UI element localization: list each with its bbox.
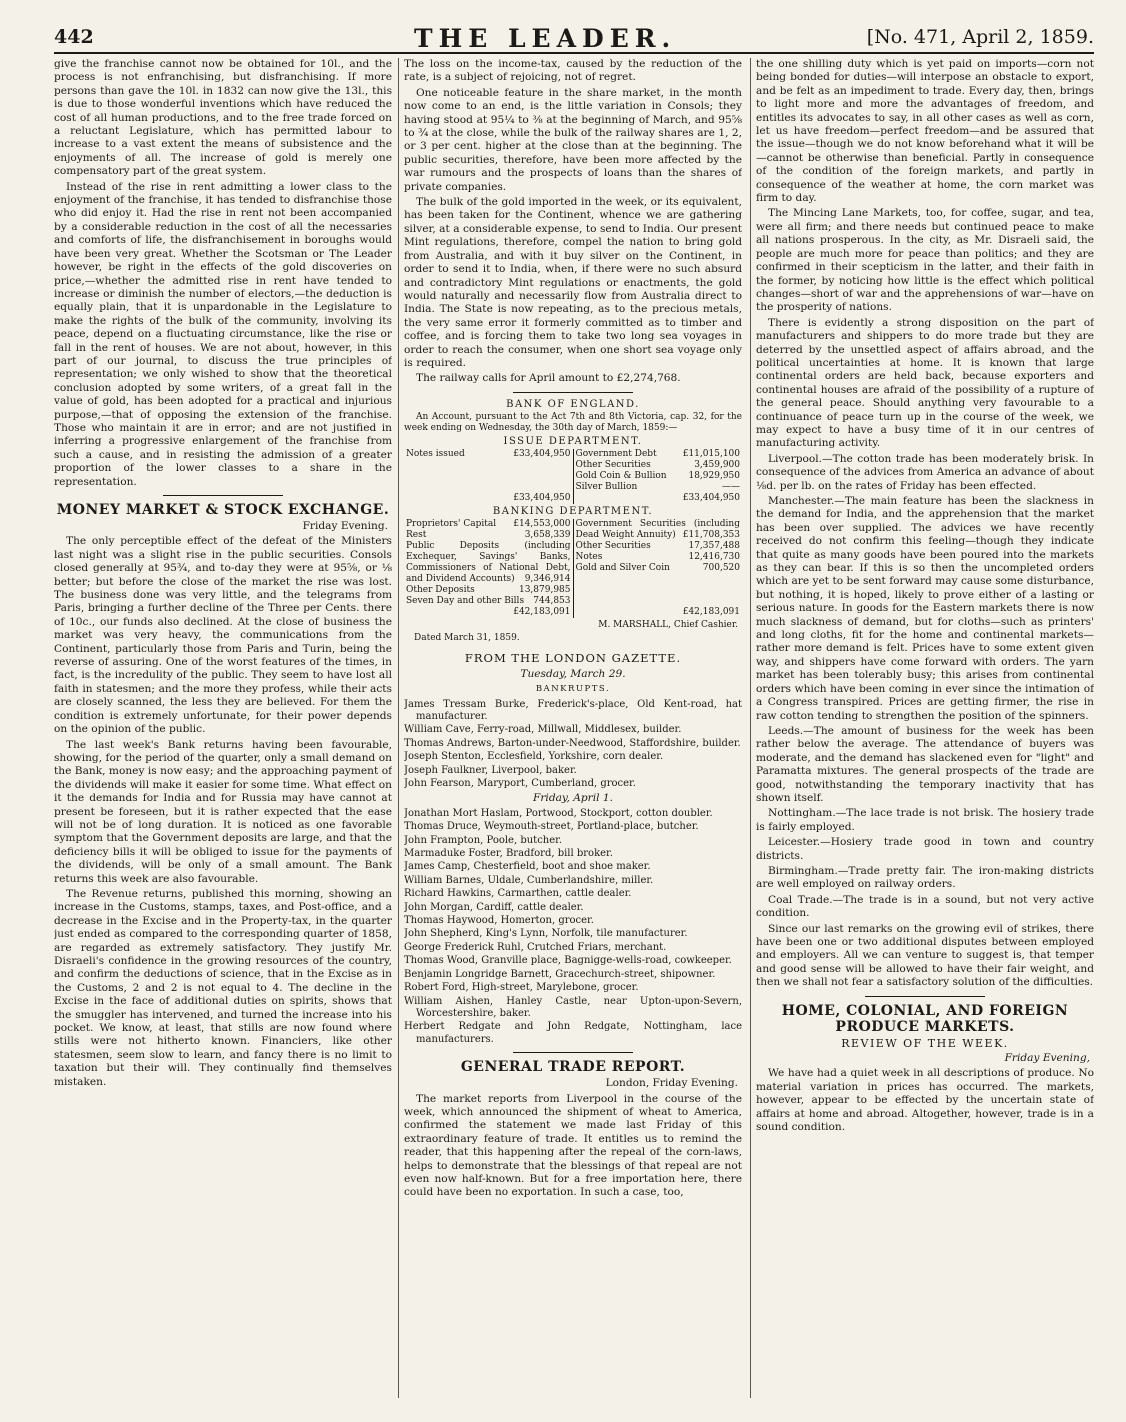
list-item: John Frampton, Poole, butcher. xyxy=(404,834,563,846)
article-paragraph: The loss on the income-tax, caused by the reduction of the rate, is a subject of rejoicing, not of regret. xyxy=(404,58,742,84)
bank-intro: An Account, pursuant to the Act 7th and 8th Victoria, cap. 32, for the week ending on Wednesday, the 30th day of March, 1859:— xyxy=(404,411,742,433)
banking-department-heading: BANKING DEPARTMENT. xyxy=(492,505,654,517)
issue-info: [No. 471, April 2, 1859. xyxy=(866,26,1094,48)
banking-right xyxy=(573,519,742,607)
section-heading-trade-report: GENERAL TRADE REPORT. xyxy=(460,1059,686,1076)
market-report-leeds: Leeds.—The amount of business for the week has been rather below the average. The attendance of buyers was moderate, and the demand has slackened even for "light" and Paramatta mixtures. The general prospects of the trade are good, notwithstanding the temporary inactivity that has shown itself. xyxy=(756,724,1094,804)
list-item: Thomas Andrews, Barton-under-Needwood, Staffordshire, builder. xyxy=(404,737,741,749)
list-item: Joseph Faulkner, Liverpool, baker. xyxy=(404,764,577,776)
list-item: William Cave, Ferry-road, Millwall, Middlesex, builder. xyxy=(404,724,682,736)
column-1 xyxy=(54,58,392,1398)
list-item: Thomas Druce, Weymouth-street, Portland-place, butcher. xyxy=(404,821,699,833)
section-heading-produce-markets: HOME, COLONIAL, AND FOREIGN PRODUCE MARKETS. xyxy=(781,1002,1069,1035)
issue-department-table xyxy=(404,449,742,504)
bank-row: Other Deposits 13,879,985 xyxy=(406,584,571,595)
newspaper-title: THE LEADER. xyxy=(414,24,677,53)
list-item: Thomas Wood, Granville place, Bagnigge-wells-road, cowkeeper. xyxy=(404,955,732,967)
list-item: Joseph Stenton, Ecclesfield, Yorkshire, corn dealer. xyxy=(404,751,664,763)
banking-total-left: £42,183,091 xyxy=(513,606,571,617)
list-item: William Aishen, Hanley Castle, near Upton-upon-Severn, Worcestershire, baker. xyxy=(404,995,742,1019)
list-item: James Camp, Chesterfield, boot and shoe maker. xyxy=(404,861,651,873)
bank-row: Rest 3,658,339 xyxy=(406,529,571,540)
column-rule xyxy=(398,58,399,1398)
list-item: Marmaduke Foster, Bradford, bill broker. xyxy=(404,848,613,860)
section-heading-money-market: MONEY MARKET & STOCK EXCHANGE. xyxy=(56,502,390,518)
list-item: William Barnes, Uldale, Cumberlandshire, miller. xyxy=(404,874,654,886)
bank-row: Government Securities (including Dead Weight Annuity) £11,708,353 xyxy=(575,518,740,540)
bank-row: Public Deposits (including Exchequer, Savings' Banks, Commissioners of National Debt, and Dividend Accounts) 9,346,914 xyxy=(406,540,571,584)
list-item: John Shepherd, King's Lynn, Norfolk, tile manufacturer. xyxy=(404,928,688,940)
bankrupt-list-2 xyxy=(404,808,742,1046)
list-item: Herbert Redgate and John Redgate, Nottingham, lace manufacturers. xyxy=(404,1021,742,1045)
masthead xyxy=(54,18,1094,54)
issue-total-right: £33,404,950 xyxy=(573,493,742,504)
bank-of-england-return xyxy=(404,399,742,644)
bank-row: Notes 12,416,730 xyxy=(575,551,740,562)
market-report-manchester: Manchester.—The main feature has been the slackness in the demand for India, and the apprehension that the market has been over supplied. The advices we have recently received do not confirm this feeling—though they indicate that quite as many goods have been poured into the markets as they can bear. If this is so then the uncompleted orders which are yet to be sent forward may cause some disturbance, but nothing, it is hoped, likely to prove either of a lasting or serious nature. In goods for the Eastern markets there is now much slackness of demand, but for cloths—such as printers' and long cloths, fit for the home and continental markets—rather more demand is felt. Prices have to some extent given way, and shippers have come forward with orders. The yarn market has been tolerably busy; this arises from continental orders which have been coming in ever since the intimation of a Congress transpired. Prices are getting firmer, the rise in raw cotton tending to strengthen the position of the spinners. xyxy=(756,495,1094,722)
bank-row: Other Securities 17,357,488 xyxy=(575,540,740,551)
bank-row: Seven Day and other Bills 744,853 xyxy=(406,595,571,606)
article-paragraph: The Revenue returns, published this morning, showing an increase in the Customs, stamps, taxes, and Post-office, and a decrease in the Excise and in the Property-tax, in the quarter just ended as compared to the corresponding quarter of 1858, are regarded as extremely satisfactory. They justify Mr. Disraeli's confidence in the growing resources of the country, and confirm the deductions of science, that in the Excise as in the Customs, 2 and 2 is not equal to 4. The decline in the Excise in the face of additional duties on spirits, shows that the smuggler has intervened, and turned the increase into his pocket. We know, at least, that stills are now found where stills were not hitherto known. Financiers, like other statesmen, seem slow to learn, and fancy there is no limit to taxation but their will. They continually find themselves mistaken. xyxy=(54,887,392,1088)
article-paragraph: One noticeable feature in the share market, in the month now come to an end, is the little variation in Consols; they having stood at 95¼ to ⅜ at the beginning of March, and 95⅝ to ¾ at the close, while the bulk of the railway shares are 1, 2, or 3 per cent. higher at the close than at the beginning. The public securities, therefore, have been more affected by the war rumours and the prospects of loans than the shares of private companies. xyxy=(404,86,742,193)
issue-left xyxy=(404,449,573,493)
list-item: Robert Ford, High-street, Marylebone, grocer. xyxy=(404,982,639,994)
bankrupt-list-1 xyxy=(404,699,742,791)
market-report-liverpool: Liverpool.—The cotton trade has been moderately brisk. In consequence of the advices from America an advance of about ⅛d. per lb. on the rates of Friday has been effected. xyxy=(756,452,1094,492)
gazette-heading: FROM THE LONDON GAZETTE. xyxy=(464,650,682,665)
list-item: John Morgan, Cardiff, cattle dealer. xyxy=(404,901,584,913)
article-paragraph: The market reports from Liverpool in the course of the week, which announced the shipment of wheat to America, confirmed the statement we made last Friday of this extraordinary feature of trade. It entitles us to remind the reader, that this happening after the repeal of the corn-laws, helps to demonstrate that the blessings of that repeal are not even now half-known. But for a free importation here, there could have been no exportation. In such a case, too, xyxy=(404,1092,742,1199)
banking-department-table xyxy=(404,519,742,618)
market-report-birmingham: Birmingham.—Trade pretty fair. The iron-making districts are well employed on railway orders. xyxy=(756,864,1094,891)
section-divider xyxy=(163,495,283,496)
article-paragraph: The bulk of the gold imported in the week, or its equivalent, has been taken for the Continent, whence we are gathering silver, at a considerable expense, to send to India. Our present Mint regulations, therefore, compel the nation to bring gold from Australia, and with it buy silver on the Continent, in order to send it to India, when, if there were no such absurd and contradictory Mint regulations or enactments, the gold would naturally and necessarily flow from Australia direct to India. The State is now repeating, as to the precious metals, the very same error it formerly committed as to timber and coffee, and is forcing them to take two long sea voyages in order to reach the consumer, when one short sea voyage only is required. xyxy=(404,196,742,369)
issue-right xyxy=(573,449,742,493)
bank-row: Notes issued £33,404,950 xyxy=(406,448,571,459)
bankrupts-label: BANKRUPTS. xyxy=(535,684,611,695)
gazette-date-1: Tuesday, March 29. xyxy=(520,667,626,680)
article-paragraph: the one shilling duty which is yet paid on imports—corn not being bonded for duties—will interpose an obstacle to export, and be felt as an impediment to trade. Every day, then, brings to light more and more the advantages of freedom, and entitles its advocates to say, in all other cases as well as corn, let us have freedom—perfect freedom—and be assured that the issue—though we do not know beforehand what it will be—cannot be otherwise than beneficial. Partly in consequence of the condition of the foreign markets, and partly in consequence of the weather at home, the corn market was firm to day. xyxy=(756,58,1094,205)
column-rule xyxy=(750,58,751,1398)
market-report-nottingham: Nottingham.—The lace trade is not brisk. The hosiery trade is fairly employed. xyxy=(756,807,1094,833)
list-item: Thomas Haywood, Homerton, grocer. xyxy=(404,915,594,927)
review-heading: REVIEW OF THE WEEK. xyxy=(841,1036,1009,1050)
issue-total-left: £33,404,950 xyxy=(513,492,571,503)
article-paragraph: The Mincing Lane Markets, too, for coffee, sugar, and tea, were all firm; and there needs but continued peace to make all nations prosperous. In the city, as Mr. Disraeli said, the people are much more for peace than politics; and they are confirmed in their scepticism in the latter, and their faith in the former, by noticing how little is the effect which political changes—short of war and the apprehensions of war—have on the prosperity of nations. xyxy=(756,207,1094,314)
bank-dated: Dated March 31, 1859. xyxy=(414,632,520,643)
section-divider xyxy=(513,1052,633,1053)
bank-heading: BANK OF ENGLAND. xyxy=(506,398,640,410)
article-paragraph: The last week's Bank returns having been favourable, showing, for the period of the quarter, only a small demand on the Bank, money is now easy; and the approaching payment of the dividends will make it easier for some time. What effect on it the demands for India and for Russia may have cannot at present be foreseen, but it is rather expected that the ease will not be of long duration. It is noticed as one favorable symptom that the Government deposits are large, and that the deficiency bills it will be obliged to issue for the payments of the dividends, will be only of a small amount. The Bank returns this week are also favourable. xyxy=(54,738,392,885)
dateline: Friday Evening, xyxy=(1004,1052,1090,1065)
bank-row: Gold Coin & Bullion 18,929,950 xyxy=(575,470,740,481)
list-item: Jonathan Mort Haslam, Portwood, Stockport, cotton doubler. xyxy=(404,807,713,819)
bank-row: Gold and Silver Coin 700,520 xyxy=(575,562,740,573)
article-paragraph: The railway calls for April amount to £2,274,768. xyxy=(416,372,681,385)
bank-row: Other Securities 3,459,900 xyxy=(575,459,740,470)
list-item: James Tressam Burke, Frederick's-place, Old Kent-road, hat manufacturer. xyxy=(404,698,742,722)
list-item: Richard Hawkins, Carmarthen, cattle dealer. xyxy=(404,888,632,900)
gazette-date-2: Friday, April 1. xyxy=(533,792,613,805)
list-item: George Frederick Ruhl, Crutched Friars, merchant. xyxy=(404,941,667,953)
list-item: Benjamin Longridge Barnett, Gracechurch-street, shipowner. xyxy=(404,968,716,980)
column-3 xyxy=(756,58,1094,1398)
list-item: John Fearson, Maryport, Cumberland, grocer. xyxy=(404,778,636,789)
market-report-coal: Coal Trade.—The trade is in a sound, but not very active condition. xyxy=(756,893,1094,920)
banking-left xyxy=(404,519,573,607)
column-2 xyxy=(404,58,742,1398)
bank-row: Silver Bullion —— xyxy=(575,481,740,492)
page-number: 442 xyxy=(54,26,94,48)
issue-department-heading: ISSUE DEPARTMENT. xyxy=(503,435,643,447)
article-paragraph: Instead of the rise in rent admitting a lower class to the enjoyment of the franchise, it has tended to disfranchise those who did enjoy it. Had the rise in rent not been accompanied by a considerable reduction in the cost of all the necessaries and comforts of life, the disfranchisement in boroughs would have been very great. Whether the Scotsman or The Leader however, be right in the effects of the gold discoveries on price,—whether the admitted rise in rent have tended to increase or diminish the number of electors,—the deduction is equally plain, that it is unpardonable in the Legislature to make the rights of the bulk of the community, involving its peace, depend on a fluctuating circumstance, like the rise or fall in the rent of houses. We are not about, however, in this part of our journal, to discuss the true principles of representation; we only wished to show that the theoretical conclusion adopted by some writers, of a great fall in the value of gold, has been adopted for a practical and injurious purpose,—that of opposing the extension of the franchise. Those who maintain it are in error; and are not justified in inferring a progressive enlargement of the franchise from such a cause, and in resisting the admission of a greater proportion of the lower classes to a share in the representation. xyxy=(54,180,392,488)
dateline: London, Friday Evening. xyxy=(605,1077,738,1090)
section-divider xyxy=(865,996,985,997)
article-paragraph: give the franchise cannot now be obtained for 10l., and the process is not enfranchising, but disfranchising. If more persons than gave the 10l. in 1832 can now give the 13l., this is due to those wonderful inventions which have reduced the cost of all human productions, and to the free trade forced on a reluctant Legislature, which has permitted labour to increase to a vast extent the means of subsistence and the enjoyments of all. The increase of gold is merely one compensatory part of the great system. xyxy=(54,58,392,178)
bank-row: Proprietors' Capital £14,553,000 xyxy=(406,518,571,529)
article-paragraph: We have had a quiet week in all descriptions of produce. No material variation in prices has occurred. The markets, however, appear to be effected by the uncertain state of affairs at home and abroad. Altogether, however, trade is in a sound condition. xyxy=(756,1067,1094,1134)
chief-cashier-signature: M. MARSHALL, Chief Cashier. xyxy=(598,619,738,630)
market-report-leicester: Leicester.—Hosiery trade good in town and country districts. xyxy=(756,836,1094,862)
article-paragraph: The only perceptible effect of the defeat of the Ministers last night was a slight rise in the public securities. Consols closed generally at 95¾, and to-day they were at 95⅝, or ⅛ better; but before the close of the market the rise was lost. The business done was very little, and the telegrams from Paris, bringing a further decline of the Three per Cents. there of 10c., our funds also declined. At the close of business the market was very heavy, the communications from the Continent, particularly those from Paris and Turin, being the reverse of assuring. One of the worst features of the times, in fact, is the incredulity of the public. They seem to have lost all faith in statesmen; and the more they profess, while their acts are closely scanned, the less they are believed. For them the condition is extremely unfortunate, for their power depends on the opinion of the public. xyxy=(54,535,392,736)
bank-row: Government Debt £11,015,100 xyxy=(575,448,740,459)
section-divider xyxy=(513,392,633,393)
article-paragraph: Since our last remarks on the growing evil of strikes, there have been one or two additional disputes between employed and employers. All we can venture to suggest is, that temper and good sense will be allowed to have their fair weight, and then we shall not fear a satisfactory solution of the difficulties. xyxy=(756,922,1094,989)
banking-total-right: £42,183,091 xyxy=(573,607,742,618)
article-paragraph: There is evidently a strong disposition on the part of manufacturers and shippers to do more trade but they are deterred by the unsettled aspect of affairs abroad, and the political uncertainties at home. It is known that large continental orders are held back, because exporters and continental houses are afraid of the possibility of a rupture of the general peace. Should anything very favourable to a continuance of peace turn up in the course of the week, we may expect to have a busy time of it in our centres of manufacturing activity. xyxy=(756,316,1094,450)
dateline: Friday Evening. xyxy=(302,520,388,532)
